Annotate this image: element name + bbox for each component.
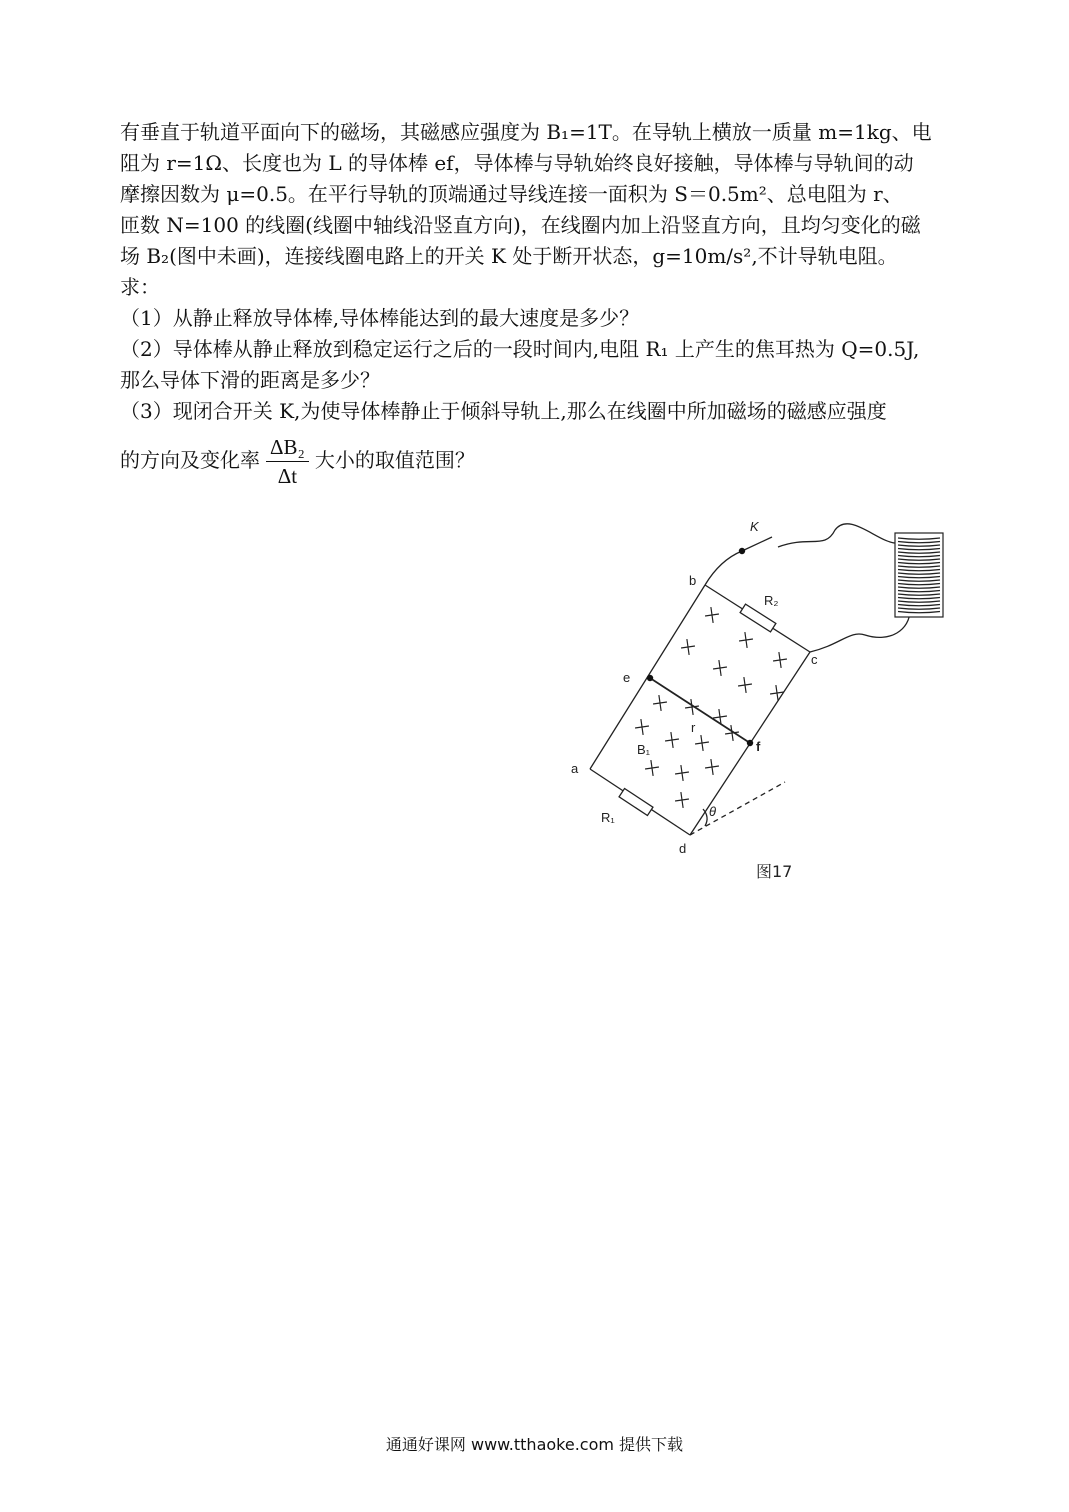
label-theta: θ: [709, 804, 717, 819]
switch-pivot-dot: [739, 548, 745, 554]
label-b: b: [689, 573, 697, 588]
label-d: d: [679, 841, 687, 856]
node-f-dot: [747, 740, 753, 746]
label-k: K: [750, 519, 759, 534]
wire-b-to-switch: [705, 551, 742, 585]
field-cross-mark: [644, 759, 660, 777]
ask-label: 求：: [120, 275, 160, 299]
problem-line-1: 有垂直于轨道平面向下的磁场，其磁感应强度为 B₁=1T。在导轨上横放一质量 m=1kg、电: [120, 120, 932, 144]
rate-fraction: [266, 433, 309, 490]
page-footer: 通通好课网 www.tthaoke.com 提供下载: [385, 1435, 684, 1454]
conductor-rod-ef: [650, 678, 750, 743]
label-b1: B₁: [637, 742, 651, 757]
question-1: （1）从静止释放导体棒,导体棒能达到的最大速度是多少？: [120, 306, 640, 330]
field-cross-mark: [704, 606, 720, 624]
figure-17-diagram: [560, 505, 980, 885]
field-cross-mark: [738, 631, 754, 649]
switch-k: [742, 537, 772, 551]
fraction-denominator: Δt: [277, 464, 298, 488]
field-cross-mark: [694, 734, 710, 752]
label-f: f: [756, 739, 761, 754]
horizontal-reference-line: [690, 782, 785, 835]
coil: [895, 533, 943, 617]
node-e-dot: [647, 675, 653, 681]
field-cross-mark: [634, 718, 650, 736]
question-2-line-2: 那么导体下滑的距离是多少？: [120, 368, 380, 392]
label-a: a: [571, 761, 579, 776]
question-2-line-1: （2）导体棒从静止释放到稳定运行之后的一段时间内,电阻 R₁ 上产生的焦耳热为 Q=0.5J,: [120, 337, 920, 361]
field-cross-mark: [680, 638, 696, 656]
problem-line-2: 阻为 r=1Ω、长度也为 L 的导体棒 ef，导体棒与导轨始终良好接触，导体棒与导轨间的动: [120, 151, 914, 175]
figure-caption: 图17: [756, 862, 793, 881]
problem-line-5: 场 B₂(图中未画)，连接线圈电路上的开关 K 处于断开状态，g=10m/s²,不计导轨电阻。: [120, 244, 898, 268]
question-3-suffix: 大小的取值范围？: [314, 448, 475, 472]
wire-switch-to-coil: [778, 524, 898, 547]
angle-arc: [703, 809, 707, 826]
question-3-line-2: [120, 433, 960, 490]
field-cross-mark: [772, 651, 788, 669]
problem-line-4: 匝数 N=100 的线圈(线圈中轴线沿竖直方向)，在线圈内加上沿竖直方向，且均匀变化的磁: [120, 213, 921, 237]
label-r1: R₁: [601, 810, 615, 825]
field-cross-mark: [664, 731, 680, 749]
problem-text: [120, 117, 960, 490]
field-cross-mark: [674, 791, 690, 809]
question-3-line-1: （3）现闭合开关 K,为使导体棒静止于倾斜导轨上,那么在线圈中所加磁场的磁感应强度: [120, 399, 887, 423]
field-cross-mark: [737, 676, 753, 694]
magnetic-field-marks: [634, 606, 788, 809]
label-r2: R₂: [764, 593, 779, 608]
problem-line-3: 摩擦因数为 μ=0.5。在平行导轨的顶端通过导线连接一面积为 S＝0.5m²、总电阻为 r、: [120, 182, 903, 206]
label-c: c: [811, 652, 818, 667]
fraction-numerator: ΔB₂: [266, 433, 309, 462]
label-r: r: [691, 720, 696, 735]
resistor-r2: [740, 604, 776, 632]
label-e: e: [623, 670, 631, 685]
field-cross-mark: [712, 659, 728, 677]
field-cross-mark: [652, 694, 668, 712]
field-cross-mark: [704, 758, 720, 776]
field-cross-mark: [674, 764, 690, 782]
question-3-prefix: 的方向及变化率: [120, 448, 260, 472]
resistor-r1: [619, 788, 653, 815]
